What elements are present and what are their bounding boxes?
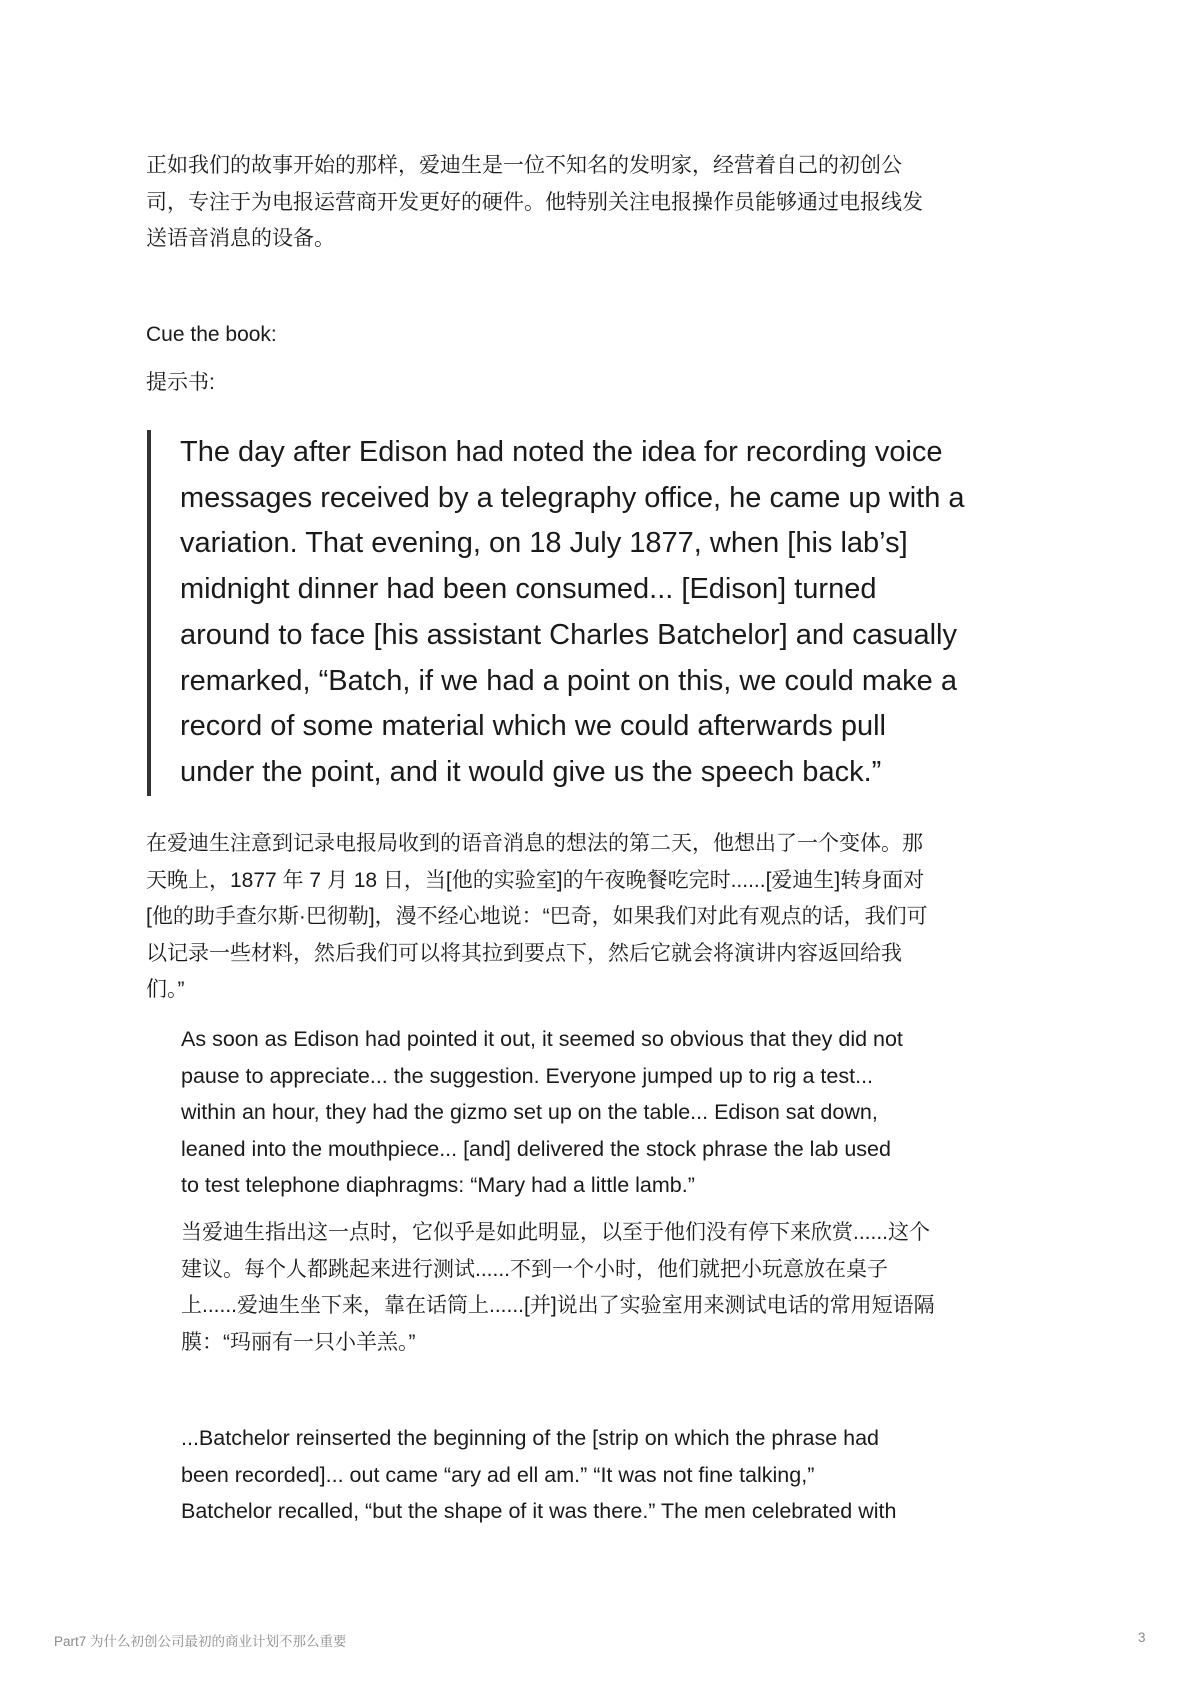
text-line: As soon as Edison had pointed it out, it seemed so obvious that they did not (181, 1027, 903, 1051)
text-line: 们。” (146, 978, 185, 1001)
footer-title: Part7 为什么初创公司最初的商业计划不那么重要 (54, 1634, 347, 1649)
text-line: been recorded]... out came “ary ad ell am.” “It was not fine talking,” (181, 1462, 815, 1487)
text-line: 天晚上，1877 年 7 月 18 日，当[他的实验室]的午夜晚餐吃完时......[爱迪生]转身面对 (146, 868, 925, 892)
blockquote (147, 430, 1180, 796)
page-number: 3 (1138, 1630, 1146, 1645)
indented-quote-continued (181, 1420, 896, 1530)
text-line: to test telephone diaphragms: “Mary had a little lamb.” (181, 1173, 695, 1197)
cue-label: Cue the book: (146, 323, 277, 346)
cue-label-cn: 提示书: (146, 371, 215, 394)
intro-paragraph (146, 148, 923, 258)
quote-line: midnight dinner had been consumed... [Edison] turned (180, 573, 877, 606)
quote-line: record of some material which we could afterwards pull (180, 710, 886, 743)
text-line: Batchelor recalled, “but the shape of it was there.” The men celebrated with (181, 1499, 897, 1523)
indented-quote-translation (181, 1215, 935, 1361)
quote-line: messages received by a telegraphy office, he came up with a (180, 481, 965, 514)
text-line: pause to appreciate... the suggestion. Everyone jumped up to rig a test... (181, 1063, 874, 1088)
text-line: 在爱迪生注意到记录电报局收到的语音消息的想法的第二天，他想出了一个变体。那 (146, 832, 923, 855)
text-line: 以记录一些材料，然后我们可以将其拉到要点下，然后它就会将演讲内容返回给我 (146, 941, 902, 965)
quote-line: The day after Edison had noted the idea for recording voice (180, 436, 943, 468)
text-line: 当爱迪生指出这一点时，它似乎是如此明显，以至于他们没有停下来欣赏......这个 (181, 1221, 931, 1244)
text-line: [他的助手查尔斯·巴彻勒]，漫不经心地说：“巴奇，如果我们对此有观点的话，我们可 (146, 905, 928, 928)
blockquote-translation (146, 826, 928, 1009)
text-line: 正如我们的故事开始的那样，爱迪生是一位不知名的发明家，经营着自己的初创公 (146, 154, 902, 177)
text-line: 司，专注于为电报运营商开发更好的硬件。他特别关注电报操作员能够通过电报线发 (146, 190, 923, 214)
text-line: 建议。每个人都跳起来进行测试......不到一个小时，他们就把小玩意放在桌子 (181, 1257, 889, 1281)
quote-line: around to face [his assistant Charles Batchelor] and casually (180, 618, 957, 651)
quote-line: under the point, and it would give us the speech back.” (180, 755, 882, 788)
text-line: within an hour, they had the gizmo set up on the table... Edison sat down, (181, 1100, 878, 1124)
text-line: 送语音消息的设备。 (146, 227, 335, 250)
text-line: leaned into the mouthpiece... [and] delivered the stock phrase the lab used (181, 1136, 891, 1161)
quote-line: remarked, “Batch, if we had a point on this, we could make a (180, 664, 957, 697)
indented-quote (181, 1021, 903, 1204)
text-line: 膜：“玛丽有一只小羊羔。” (181, 1330, 416, 1354)
text-line: 上......爱迪生坐下来，靠在话筒上......[并]说出了实验室用来测试电话的常用短语隔 (181, 1294, 935, 1317)
text-line: ...Batchelor reinserted the beginning of the [strip on which the phrase had (181, 1426, 879, 1450)
quote-line: variation. That evening, on 18 July 1877, when [his lab’s] (180, 527, 908, 560)
